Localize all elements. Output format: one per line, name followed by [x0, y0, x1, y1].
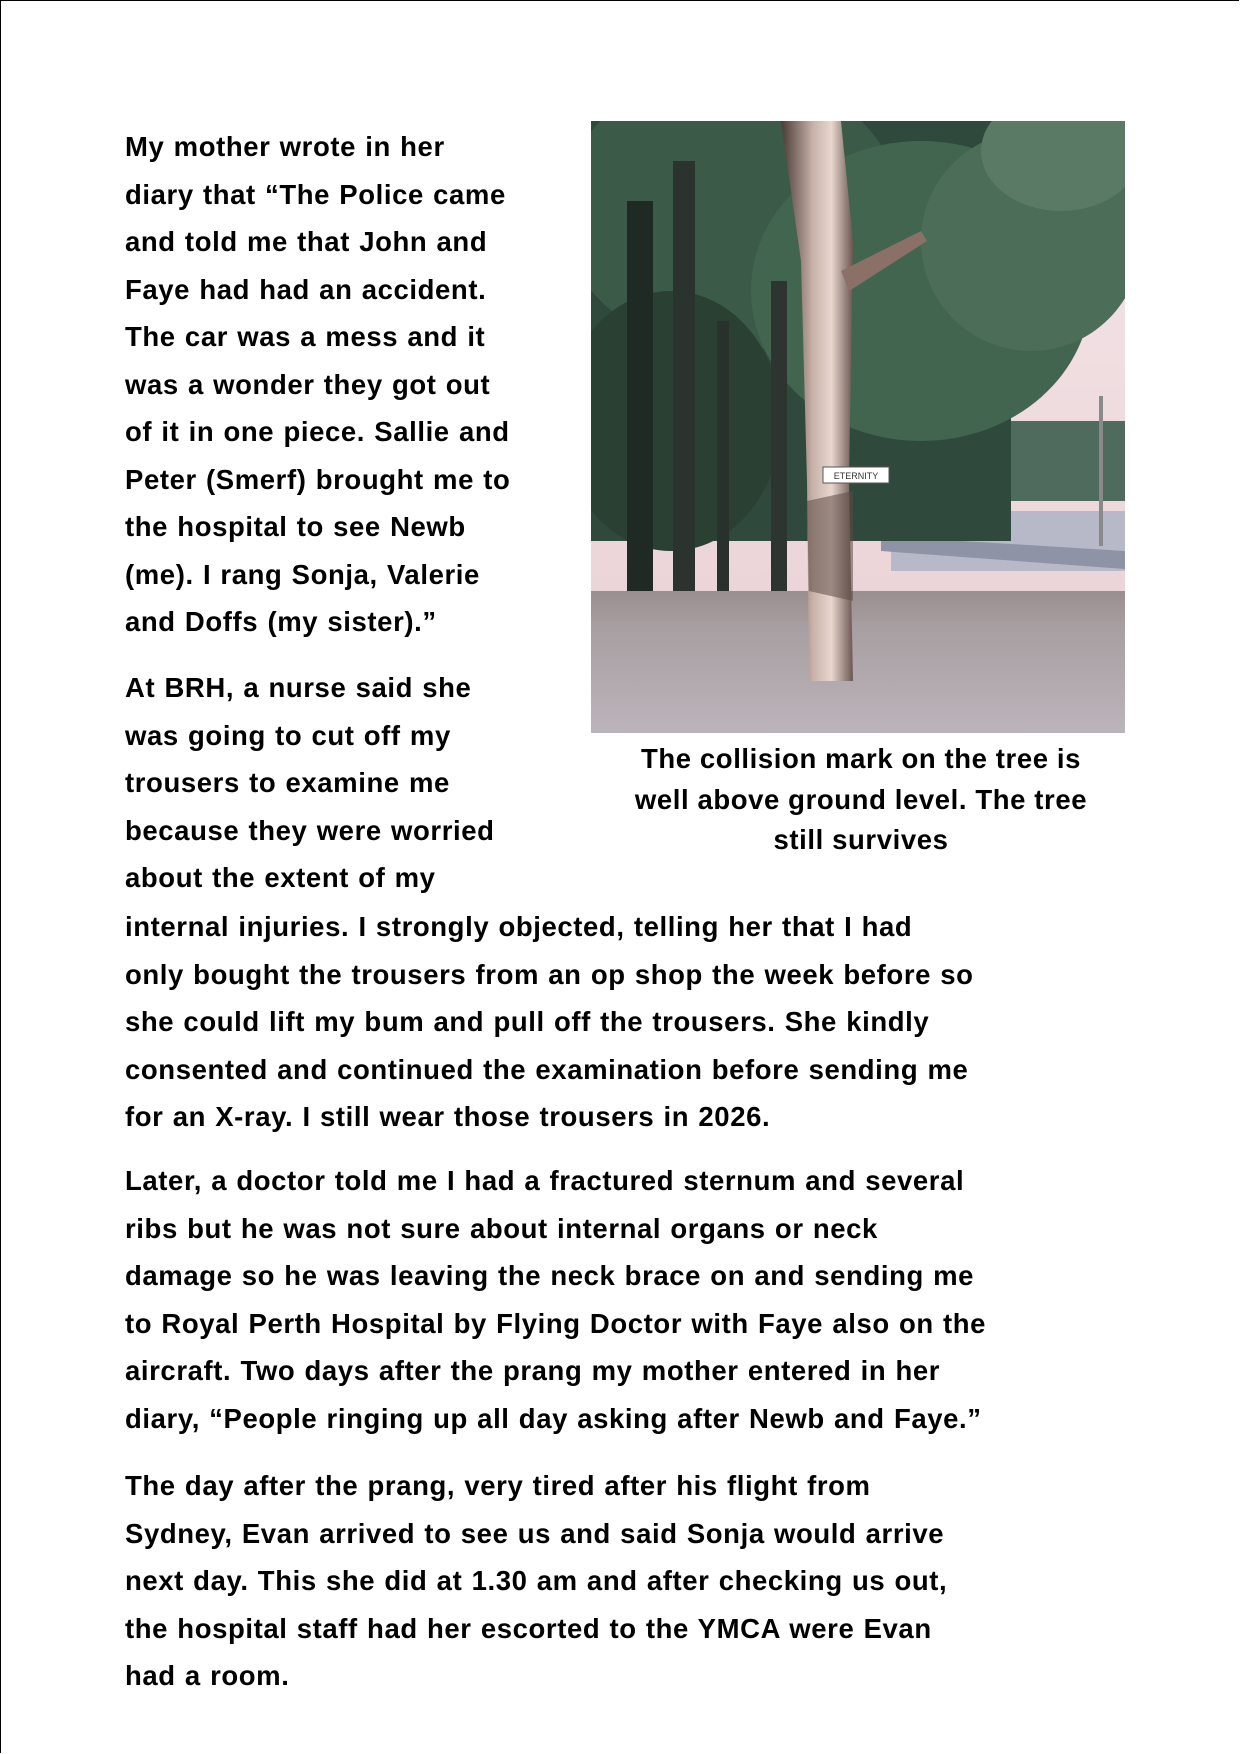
paragraph-doctor: Later, a doctor told me I had a fractured sternum and several ribs but he was not sure about internal organs or neck damage so he was leaving the neck brace on and sending me to Royal Perth Hospital by Flying Doctor with Faye also on the aircraft. Two days after the prang my mother entered in her diary, “People ringing up all day asking after Newb and Faye.”	[125, 1165, 987, 1434]
paragraph-brh-wrap: At BRH, a nurse said she was going to cut off my trousers to examine me because they were worried about the extent of my	[125, 672, 495, 893]
photo-caption: The collision mark on the tree is well above ground level. The tree still survives	[634, 743, 1088, 855]
paragraph-evan-arrival: The day after the prang, very tired after his flight from Sydney, Evan arrived to see us and said Sonja would arrive next day. This she did at 1.30 am and after checking us out, the hospital staff had her escorted to the YMCA were Evan had a room.	[125, 1470, 948, 1691]
tree-photo	[591, 121, 1125, 733]
paragraph-brh-continued: internal injuries. I strongly objected, telling her that I had only bought the trousers from an op shop the week before so she could lift my bum and pull off the trousers. She kindly consented and continued the examination before sending me for an X-ray. I still wear those trousers in 2026.	[125, 911, 974, 1132]
eternity-sign-text: ETERNITY	[833, 471, 879, 481]
tree-photo-image	[591, 121, 1125, 733]
paragraph-diary: My mother wrote in her diary that “The Police came and told me that John and Faye had had an accident. The car was a mess and it was a wonder they got out of it in one piece. Sallie and Peter (Smerf) brought me to the hospital to see Newb (me). I rang Sonja, Valerie and Doffs (my sister).”	[125, 131, 511, 637]
